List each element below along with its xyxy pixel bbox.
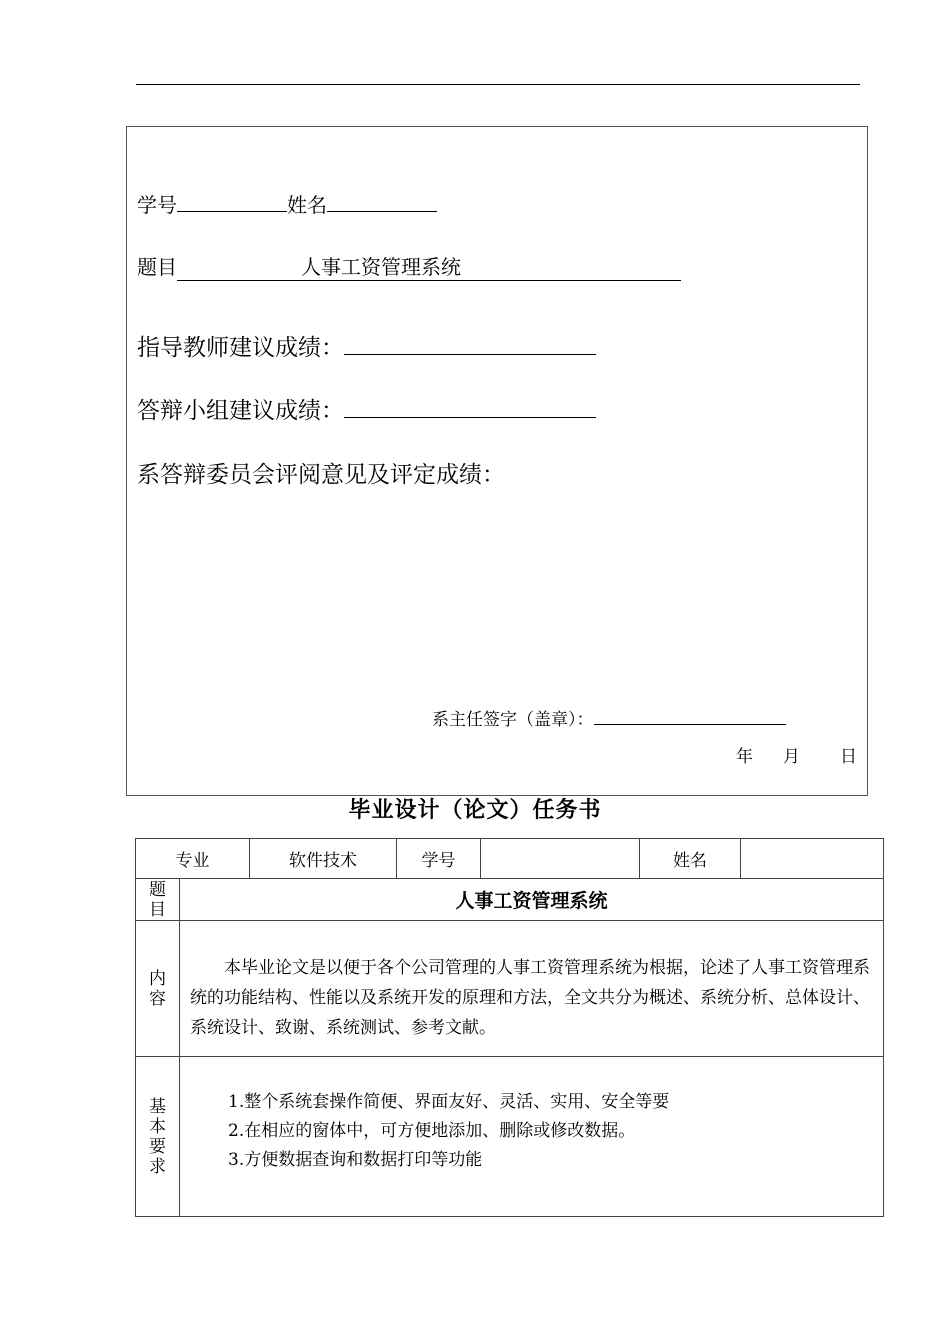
student-id-blank[interactable] <box>177 193 287 212</box>
task-book-title: 毕业设计（论文）任务书 <box>348 797 602 823</box>
topic-row <box>136 879 884 921</box>
defense-group-grade-blank[interactable] <box>344 393 596 418</box>
student-id-label: 学号 <box>397 839 481 879</box>
topic-label <box>136 879 180 921</box>
head-signature-blank[interactable] <box>594 706 786 725</box>
header-rule <box>136 84 860 85</box>
date-day: 日 <box>840 747 857 767</box>
name-label: 姓名 <box>640 839 741 879</box>
topic-label-text: 题 目 <box>149 879 166 920</box>
name-label: 姓名 <box>287 193 327 217</box>
content-label <box>136 921 180 1057</box>
topic-row <box>137 251 681 281</box>
content-row <box>136 921 884 1057</box>
requirements-row <box>136 1057 884 1217</box>
student-id-label: 学号 <box>137 193 177 217</box>
topic-label: 题目 <box>137 255 177 279</box>
content-cell <box>180 921 884 1057</box>
requirements-cell <box>180 1057 884 1217</box>
requirement-item: 3.方便数据查询和数据打印等功能 <box>228 1150 483 1170</box>
content-text: 本毕业论文是以便于各个公司管理的人事工资管理系统为根据，论述了人事工资管理系统的功能结构、性能以及系统开发的原理和方法，全文共分为概述、系统分析、总体设计、系统设计、致谢、系统测试、参考文献。 <box>190 957 870 1038</box>
requirements-label-text: 基 本 要 求 <box>149 1096 166 1177</box>
committee-opinion-label: 系答辩委员会评阅意见及评定成绩： <box>137 462 505 488</box>
topic-value: 人事工资管理系统 <box>177 251 681 281</box>
date-year: 年 <box>736 747 753 767</box>
task-book-table <box>135 838 884 1217</box>
grade-evaluation-box <box>126 126 868 796</box>
requirement-item: 1.整个系统套操作简便、界面友好、灵活、实用、安全等要 <box>228 1092 670 1112</box>
major-value: 软件技术 <box>250 839 397 879</box>
student-id-name-row <box>137 189 437 218</box>
topic-value: 人事工资管理系统 <box>180 879 884 921</box>
advisor-grade-label: 指导教师建议成绩： <box>137 335 344 361</box>
advisor-grade-row <box>137 329 596 362</box>
name-blank[interactable] <box>327 193 437 212</box>
requirements-list <box>180 1057 883 1175</box>
info-row <box>136 839 884 879</box>
major-label: 专业 <box>136 839 250 879</box>
date-row <box>736 742 857 767</box>
defense-group-grade-row <box>137 392 596 425</box>
requirement-item: 2.在相应的窗体中，可方便地添加、删除或修改数据。 <box>228 1121 636 1141</box>
name-value[interactable] <box>741 839 884 879</box>
head-signature-row <box>432 705 786 730</box>
defense-group-grade-label: 答辩小组建议成绩： <box>137 398 344 424</box>
head-signature-label: 系主任签字（盖章）： <box>432 710 594 730</box>
advisor-grade-blank[interactable] <box>344 330 596 355</box>
student-id-value[interactable] <box>481 839 640 879</box>
date-month: 月 <box>783 747 800 767</box>
requirements-label <box>136 1057 180 1217</box>
content-label-text: 内 容 <box>149 968 166 1009</box>
